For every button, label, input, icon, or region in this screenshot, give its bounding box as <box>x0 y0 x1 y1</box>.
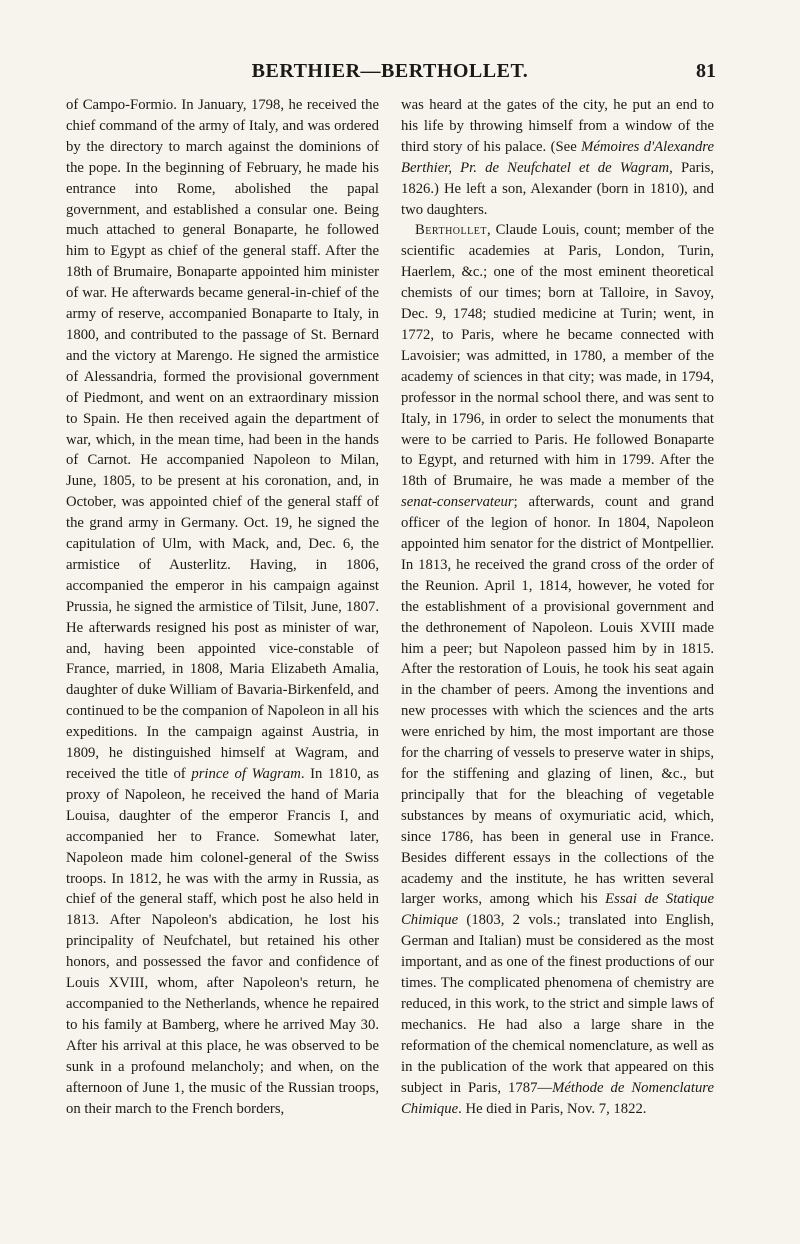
text-run: ; afterwards, count and grand officer of the legion of honor. In 1804, Napoleon appointed him senator for the district of Montpellier. In 1813, he received the grand cross of the order of the Reunion. April 1, 1814, however, he voted for the establishment of a provisional government and the dethronement of Napoleon. Louis XVIII made him a peer; but Napoleon passed him by in 1815. After the restoration of Louis, he took his seat again in the chamber of peers. Among the inventions and new processes with which the sciences and the arts were enriched by him, the most important are those for the charring of vessels to preserve water in ships, for the stiffening and glazing of linen, &c., but principally that for the bleaching of vegetable substances by means of oxymuriatic acid, which, since 1786, has been in general use in France. Besides different essays in the collections of the academy and the institute, he has written several larger works, among which his <box>401 494 714 908</box>
text-run: (1803, 2 vols.; translated into English, German and Italian) must be considered as the most important, and as one of the finest productions of our times. The complicated phenomena of chemistry are reduced, in this work, to the strict and simple laws of mechanics. He had also a large share in the reformation of the chemical nomenclature, as well as in the publication of the work that appeared on this subject in Paris, 1787— <box>401 912 714 1096</box>
text-run: was heard at the gates of the city, he put an end to his life by throwing himself from a window of the third story of his palace. (See <box>401 97 714 155</box>
text-run: . He died in Paris, Nov. 7, 1822. <box>458 1100 647 1117</box>
text-run: . In 1810, as proxy of Napoleon, he received the hand of Maria Louisa, daughter of the emperor Francis I, and accompanied her to France. Somewhat later, Napoleon made him colonel-general of the Swiss troops. In 1812, he was with the army in Russia, as chief of the general staff, which post he also held in 1813. After Napoleon's abdication, he lost his principality of Neufchatel, but retained his other honors, and possessed the favor and confidence of Louis XVIII, whom, after Napoleon's return, he accompanied to the Netherlands, whence he repaired to his family at Bamberg, where he arrived May 30. After his arrival at this place, he was observed to be sunk in a profound melancholy; and when, on the afternoon of June 1, the music of the Russian troops, on their march to the French borders, <box>66 766 379 1117</box>
text-run: , Paris, 1826.) He left a son, Alexander (born in 1810), and two daughters. <box>401 159 714 218</box>
running-title: BERTHIER—BERTHOLLET. <box>251 60 529 82</box>
italic-run: Mémoires d'Alexandre Berthier, Pr. de Neufchatel et de Wagram <box>401 138 714 176</box>
italic-run: Méthode de Nomenclature Chimique <box>401 1079 714 1117</box>
berthollet-entry-paragraph <box>401 220 714 1119</box>
berthier-ending-paragraph <box>401 95 714 220</box>
entry-headword: Berthollet <box>415 222 487 239</box>
italic-run: prince of Wagram <box>191 766 301 782</box>
text-run: , Claude Louis, count; member of the scientific academies at Paris, London, Turin, Haerlem, &c.; one of the most eminent theoretical chemists of our times; born at Talloire, in Savoy, Dec. 9, 1748; studied medicine at Turin; went, in 1772, to Paris, where he became connected with Lavoisier; was admitted, in 1780, a member of the academy of sciences in that city; was made, in 1794, professor in the normal school there, and was sent to Italy, in 1796, in order to select the monuments that were to be carried to Paris. He followed Bonaparte to Egypt, and returned with him in 1799. After the 18th of Brumaire, he was made a member of the <box>401 222 714 490</box>
berthier-continuation-paragraph <box>66 95 379 1119</box>
page-header <box>64 60 716 86</box>
page-number: 81 <box>696 60 716 82</box>
left-column <box>66 95 379 1119</box>
italic-run: Essai de Statique Chimique <box>401 891 714 929</box>
right-column <box>401 95 714 1119</box>
text-run: of Campo-Formio. In January, 1798, he received the chief command of the army of Italy, and was ordered by the directory to march against the dominions of the pope. In the beginning of February, he made his entrance into Rome, abolished the papal government, and established a consular one. Being much attached to general Bonaparte, he followed him to Egypt as chief of the general staff. After the 18th of Brumaire, Bonaparte appointed him minister of war. He afterwards became general-in-chief of the army of reserve, accompanied Bonaparte to Italy, in 1800, and contributed to the passage of St. Bernard and the victory at Marengo. He signed the armistice of Alessandria, formed the provisional government of Piedmont, and went on an extraordinary mission to Spain. He then received again the department of war, which, in the mean time, had been in the hands of Carnot. He accompanied Napoleon to Milan, June, 1805, to be present at his coronation, and, in October, was appointed chief of the general staff of the grand army in Germany. Oct. 19, he signed the capitulation of Ulm, with Mack, and, Dec. 6, the armistice of Austerlitz. Having, in 1806, accompanied the emperor in his campaign against Prussia, he signed the armistice of Tilsit, June, 1807. He afterwards resigned his post as minister of war, and, having been appointed vice-constable of France, married, in 1808, Maria Elizabeth Amalia, daughter of duke William of Bavaria-Birkenfeld, and continued to be the companion of Napoleon in all his expeditions. In the campaign against Austria, in 1809, he distinguished himself at Wagram, and received the title of <box>66 97 379 782</box>
italic-run: senat-conservateur <box>401 494 514 511</box>
